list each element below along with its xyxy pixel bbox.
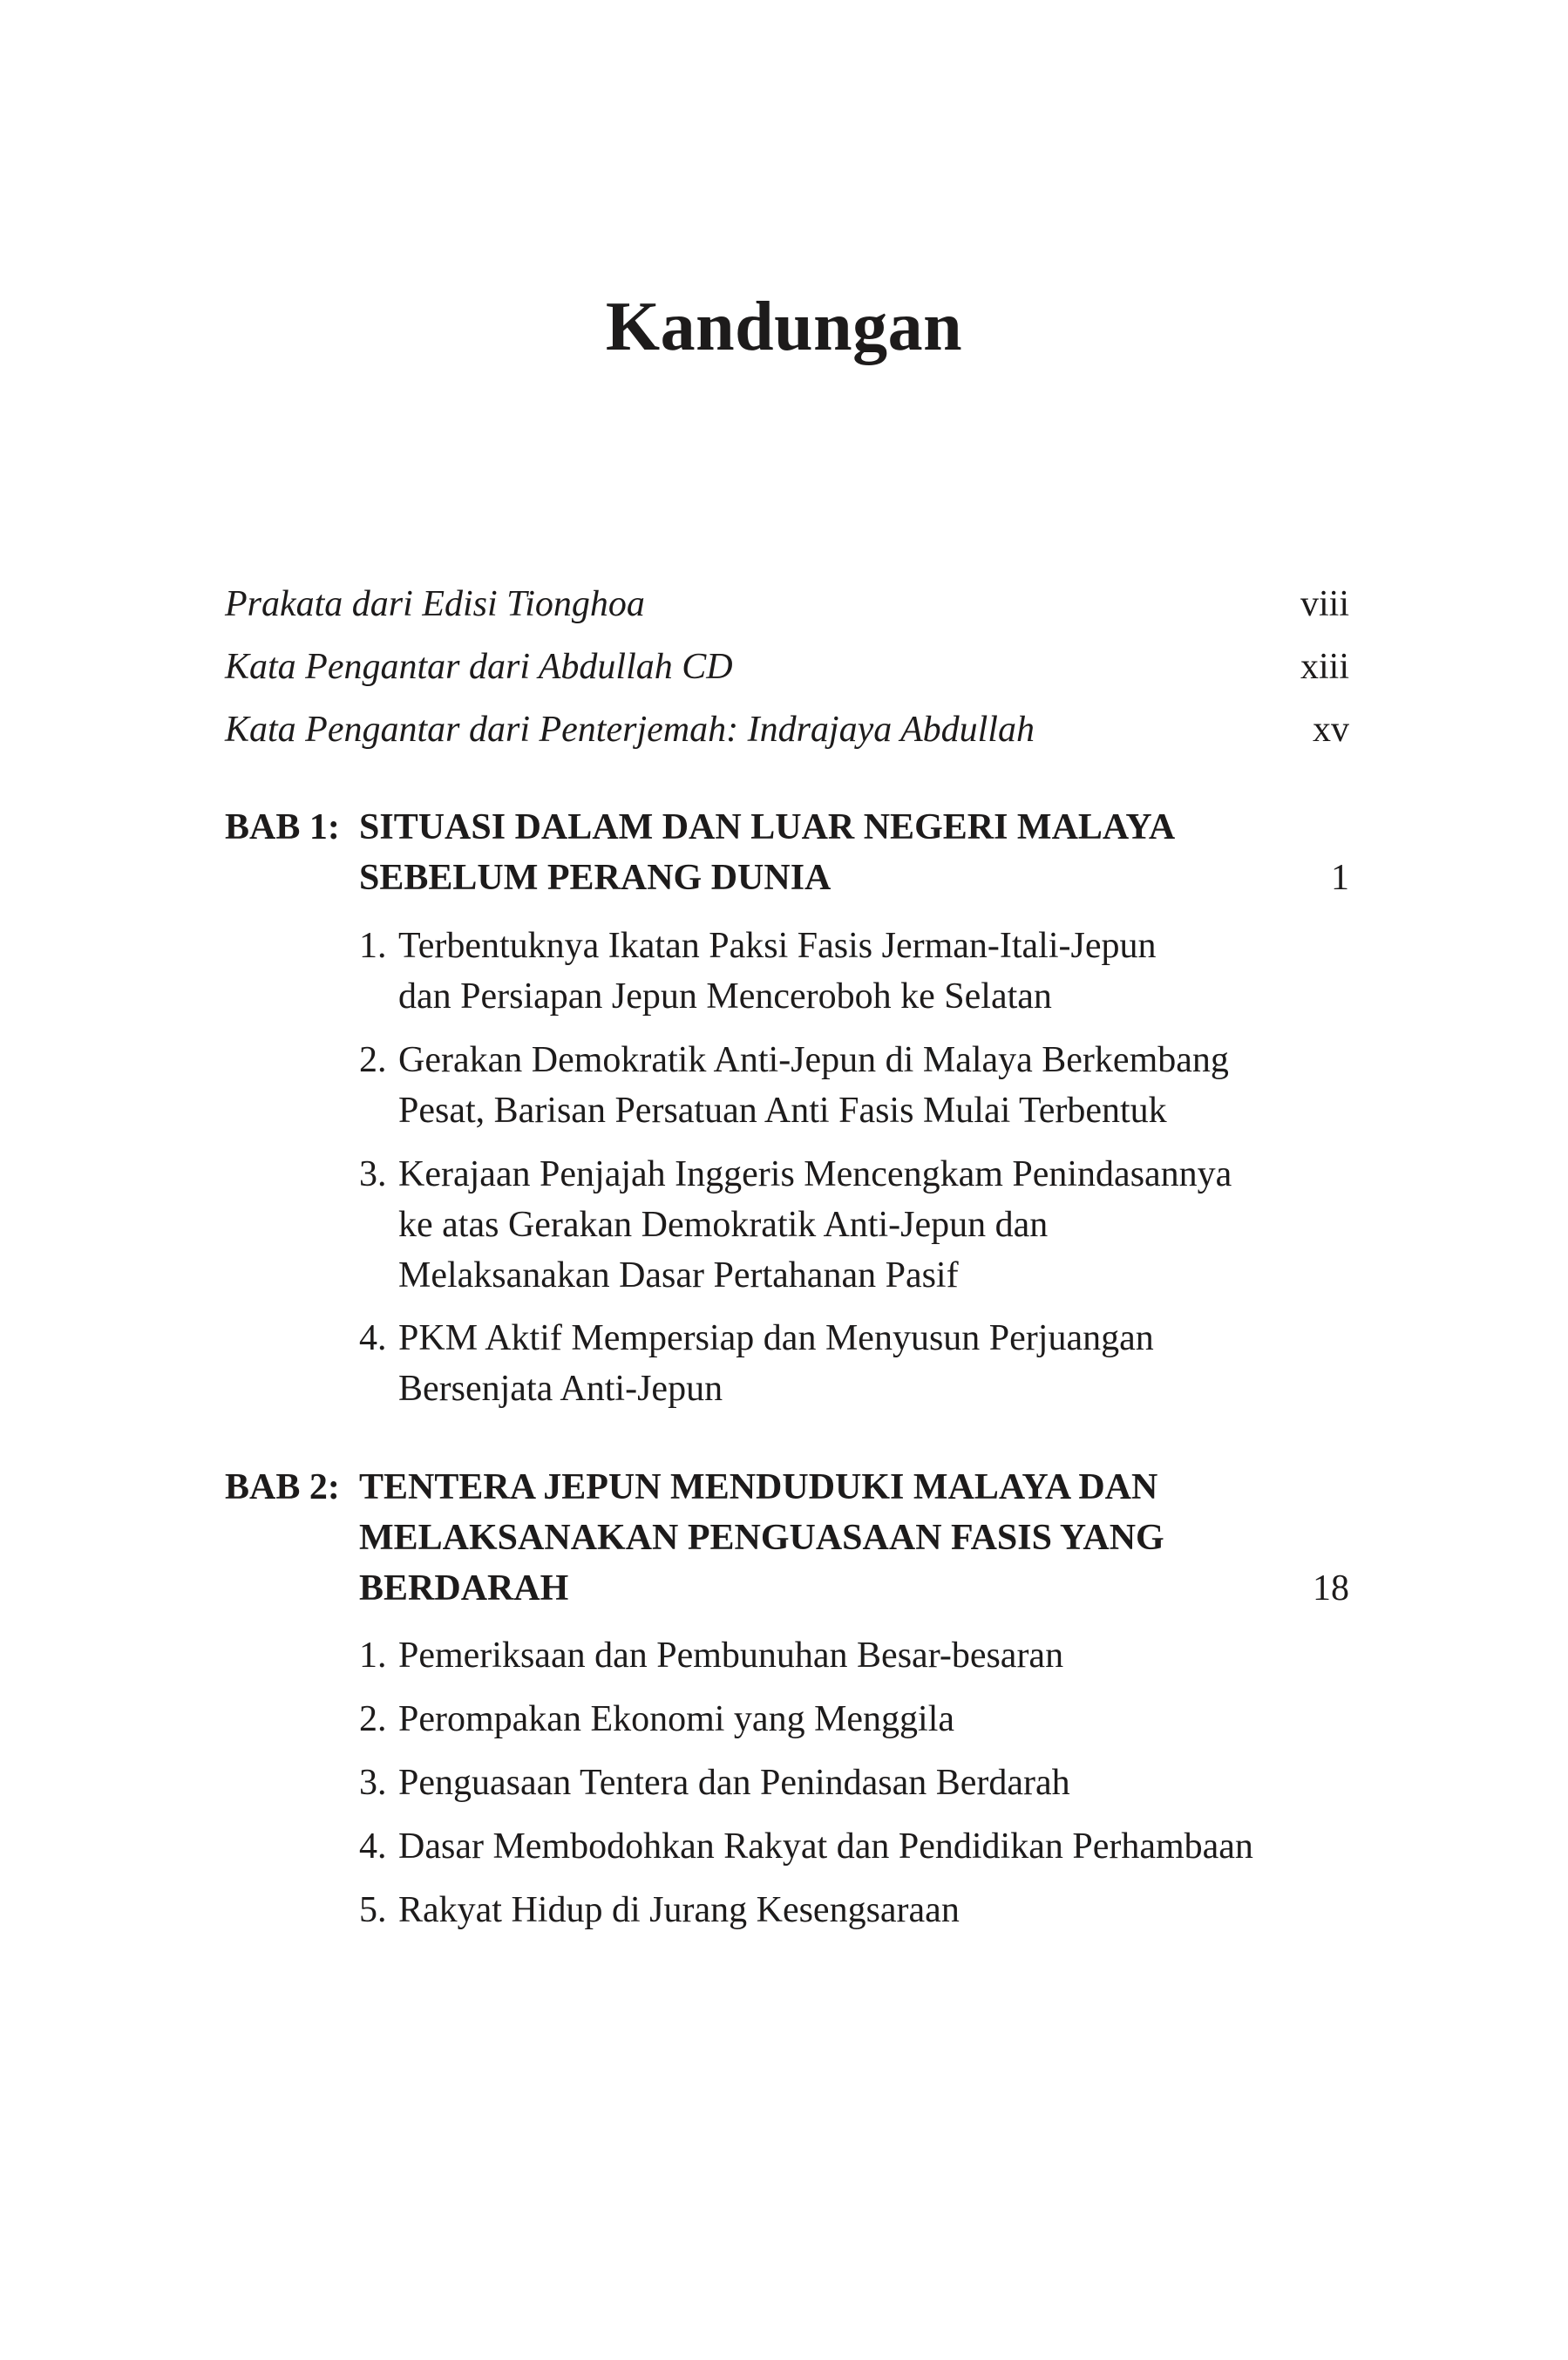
toc-section-2-1[interactable] bbox=[359, 1630, 1349, 1681]
toc-section-1-2[interactable] bbox=[359, 1035, 1349, 1136]
toc-section-2-5[interactable] bbox=[359, 1885, 1349, 1935]
toc-section-1-3[interactable] bbox=[359, 1149, 1349, 1301]
section-line: Kerajaan Penjajah Inggeris Mencengkam Penindasannya bbox=[398, 1154, 1232, 1194]
chapter-title-line: BERDARAH bbox=[359, 1568, 569, 1608]
toc-section-2-3[interactable] bbox=[359, 1758, 1349, 1808]
chapter-title-line: SITUASI DALAM DAN LUAR NEGERI MALAYA bbox=[359, 807, 1176, 847]
section-number: 3. bbox=[359, 1154, 387, 1194]
toc-section-2-2[interactable] bbox=[359, 1694, 1349, 1744]
toc-section-2-4[interactable] bbox=[359, 1821, 1349, 1872]
section-line: Pemeriksaan dan Pembunuhan Besar-besaran bbox=[398, 1636, 1064, 1676]
chapter-label: BAB 2: bbox=[225, 1467, 340, 1507]
section-line: Bersenjata Anti-Jepun bbox=[398, 1369, 723, 1409]
section-line: Dasar Membodohkan Rakyat dan Pendidikan Perhambaan bbox=[398, 1826, 1253, 1867]
toc-entry-label: Kata Pengantar dari Abdullah CD bbox=[225, 647, 733, 687]
section-number: 1. bbox=[359, 926, 387, 966]
chapter-title[interactable] bbox=[359, 1462, 1318, 1614]
toc-entry-label: Prakata dari Edisi Tionghoa bbox=[225, 584, 645, 624]
chapter-title[interactable] bbox=[359, 802, 1318, 903]
chapter-title-line: SEBELUM PERANG DUNIA bbox=[359, 858, 832, 898]
toc-section-1-4[interactable] bbox=[359, 1313, 1349, 1414]
section-number: 4. bbox=[359, 1318, 387, 1358]
section-number: 4. bbox=[359, 1826, 387, 1867]
section-line: Melaksanakan Dasar Pertahanan Pasif bbox=[398, 1255, 959, 1296]
section-line: dan Persiapan Jepun Menceroboh ke Selatan bbox=[398, 976, 1052, 1017]
chapter-title-line: TENTERA JEPUN MENDUDUKI MALAYA DAN bbox=[359, 1467, 1158, 1507]
section-line: ke atas Gerakan Demokratik Anti-Jepun dan bbox=[398, 1205, 1049, 1245]
chapter-title-line: MELAKSANAKAN PENGUASAAN FASIS YANG bbox=[359, 1518, 1164, 1558]
chapter-page-number: 1 bbox=[1331, 858, 1349, 898]
section-line: PKM Aktif Mempersiap dan Menyusun Perjuangan bbox=[398, 1318, 1154, 1358]
toc-entry-kata-pengantar-abdullah[interactable] bbox=[225, 643, 1349, 691]
section-number: 3. bbox=[359, 1763, 387, 1803]
toc-entry-page: xv bbox=[1313, 710, 1349, 750]
section-line: Terbentuknya Ikatan Paksi Fasis Jerman-Itali-Jepun bbox=[398, 926, 1157, 966]
section-line: Gerakan Demokratik Anti-Jepun di Malaya Berkembang bbox=[398, 1040, 1229, 1080]
toc-entry-prakata[interactable] bbox=[225, 580, 1349, 629]
page-title: Kandungan bbox=[605, 289, 963, 365]
section-line: Penguasaan Tentera dan Penindasan Berdarah bbox=[398, 1763, 1070, 1803]
section-number: 2. bbox=[359, 1699, 387, 1739]
section-line: Pesat, Barisan Persatuan Anti Fasis Mulai Terbentuk bbox=[398, 1091, 1167, 1131]
section-number: 2. bbox=[359, 1040, 387, 1080]
toc-entry-label: Kata Pengantar dari Penterjemah: Indrajaya Abdullah bbox=[225, 710, 1035, 750]
section-number: 5. bbox=[359, 1890, 387, 1930]
toc-entry-page: viii bbox=[1300, 584, 1349, 624]
chapter-page-number: 18 bbox=[1313, 1568, 1349, 1608]
toc-entry-kata-pengantar-penterjemah[interactable] bbox=[225, 705, 1349, 754]
toc-entry-page: xiii bbox=[1300, 647, 1349, 687]
section-line: Rakyat Hidup di Jurang Kesengsaraan bbox=[398, 1890, 960, 1930]
section-line: Perompakan Ekonomi yang Menggila bbox=[398, 1699, 955, 1739]
chapter-label: BAB 1: bbox=[225, 807, 340, 847]
toc-section-1-1[interactable] bbox=[359, 921, 1349, 1022]
section-number: 1. bbox=[359, 1636, 387, 1676]
